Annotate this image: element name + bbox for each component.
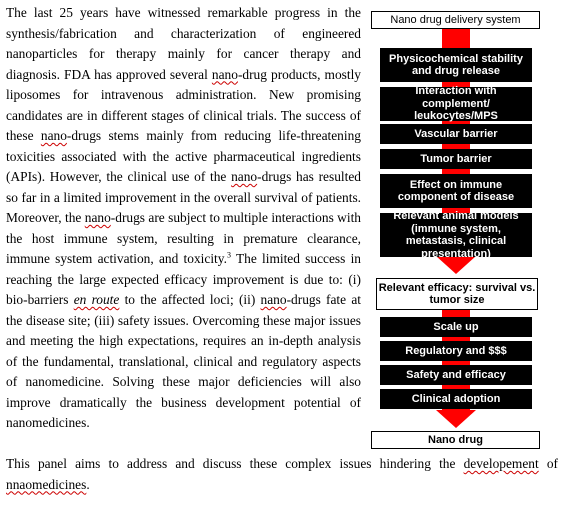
flow-top-box: Nano drug delivery system <box>371 11 540 29</box>
flow-step: Interaction with complement/ leukocytes/MPS <box>380 87 532 121</box>
flow-step: Tumor barrier <box>380 149 532 169</box>
flow-step: Effect on immune component of disease <box>380 174 532 208</box>
spell-flag: nano <box>260 292 287 307</box>
closing-paragraph: This panel aims to address and discuss these complex issues hindering the developement of nnaomedicines. <box>6 456 558 492</box>
flowchart <box>370 6 542 454</box>
flow-step: Scale up <box>380 317 532 337</box>
spell-flag: nano <box>40 128 67 143</box>
flow-step: Clinical adoption <box>380 389 532 409</box>
spell-flag: nano <box>211 66 238 82</box>
flow-step: Safety and efficacy <box>380 365 532 385</box>
spell-flag: nnaomedicines <box>6 476 87 492</box>
spell-flag: en route <box>73 292 120 307</box>
flow-middle-box: Relevant efficacy: survival vs. tumor size <box>376 278 538 310</box>
body-paragraph: The last 25 years have witnessed remarkable progress in the synthesis/fabrication and characterization of engineered nanoparticles for therapy mainly for cancer therapy and diagnosis. FDA has approved several nano-drug products, mostly liposomes for intravenous administration. New promising candidates are in different stages of clinical trials. The success of these nano-drugs stems mainly from reducing life-threatening toxicities associated with the active pharmaceutical ingredients (APIs). However, the clinical use of the nano-drugs has resulted so far in a limited improvement in the overall survival of patients. Moreover, the nano-drugs are subject to multiple interactions with the host immune system, resulting in premature clearance, immune system activation, and toxicity.$^3$ The limited success in reaching the large expected efficacy improvement is due to: (i) bio-barriers en route to the affected loci; (ii) nano-drugs fate at the disease site; (iii) safety issues. Overcoming these major issues and meeting the high expectations, requires an in-depth analysis of the fundamental, translational, clinical and regulatory aspects of nanomedicine. Solving these major deficiencies will also improve dramatically the business development potential of nanomedicines. <box>6 5 362 430</box>
flow-step: Regulatory and $$$ <box>380 341 532 361</box>
spell-flag: developement <box>463 456 539 471</box>
spell-flag: nano <box>231 169 258 184</box>
flow-step: Relevant animal models (immune system, metastasis, clinical presentation) <box>380 213 532 257</box>
flow-bottom-box: Nano drug <box>371 431 540 449</box>
flow-step: Vascular barrier <box>380 124 532 144</box>
arrow-head <box>436 410 476 428</box>
flow-step: Physicochemical stability and drug release <box>380 48 532 82</box>
reference-number: 3 <box>226 250 231 260</box>
spell-flag: nano <box>84 210 111 225</box>
